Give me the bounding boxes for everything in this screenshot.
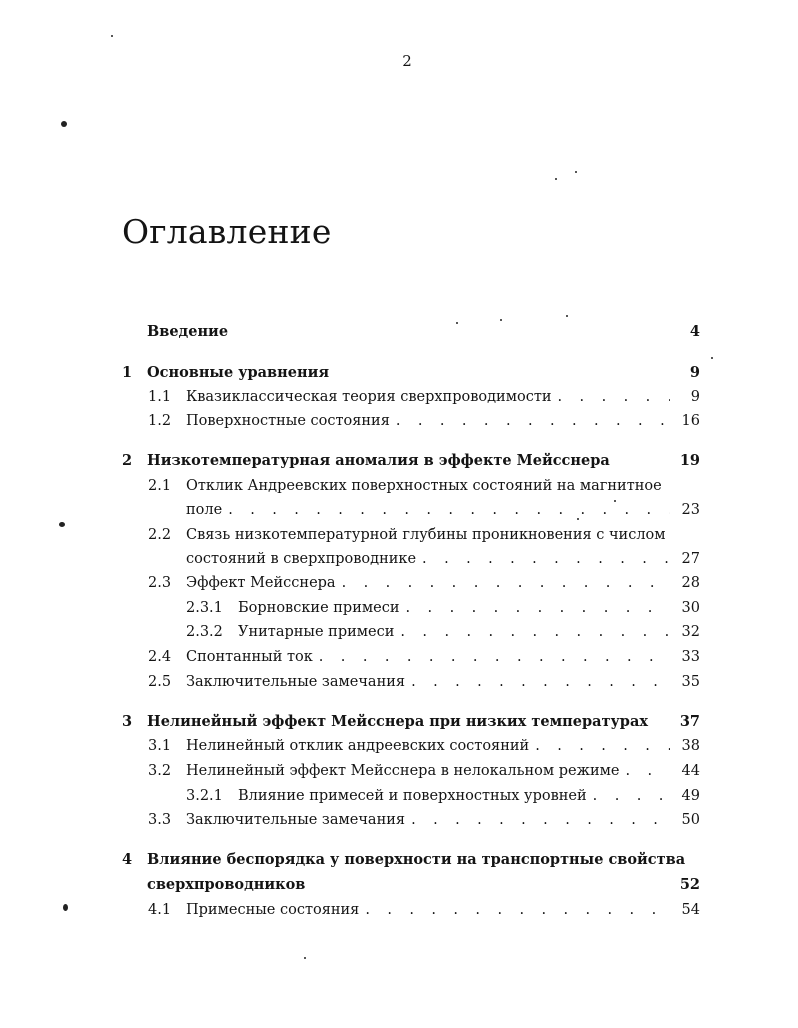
toc-entry-title: Спонтанный ток — [186, 649, 313, 665]
toc-page-number: 54 — [681, 902, 700, 918]
toc-entry-title: Нелинейный эффект Мейсснера в нелокальном режиме — [186, 763, 620, 779]
toc-leader-dots — [535, 736, 670, 756]
toc-section-number: 1.2 — [148, 413, 172, 429]
toc-section-number: 1.1 — [148, 389, 172, 405]
toc-page-number: 38 — [681, 738, 700, 754]
toc-leader-dots — [625, 761, 670, 781]
toc-entry-title: Квазиклассическая теория сверхпроводимости — [186, 389, 552, 405]
toc-section-2-1[interactable] — [148, 476, 700, 520]
toc-entry-title-line2: сверхпроводников — [147, 876, 306, 893]
toc-entry-title: Нелинейный отклик андреевских состояний — [186, 738, 530, 754]
toc-page-number: 44 — [681, 763, 700, 779]
toc-leader-dots — [411, 810, 670, 830]
toc-page-number: 50 — [681, 812, 700, 828]
toc-section-number: 3.2 — [148, 763, 172, 779]
toc-entry-title: Нелинейный эффект Мейсснера при низких температурах — [147, 713, 648, 730]
toc-page-number: 52 — [679, 876, 700, 893]
toc-entry-title: Заключительные замечания — [186, 674, 406, 690]
toc-entry-title: Примесные состояния — [186, 902, 360, 918]
toc-subsection-number: 2.3.2 — [186, 624, 223, 640]
toc-page-number: 37 — [679, 713, 700, 730]
scan-speck — [614, 500, 616, 502]
toc-entry-title-line1: Отклик Андреевских поверхностных состояний на магнитное — [186, 478, 662, 494]
toc-entry-title: Введение — [147, 323, 229, 340]
toc-page-number: 30 — [681, 600, 700, 616]
scan-speck — [575, 171, 577, 173]
toc-page-number: 4 — [689, 323, 700, 340]
toc-entry-title: Борновские примеси — [238, 600, 400, 616]
toc-entry-title: Эффект Мейсснера — [186, 575, 336, 591]
scan-speck — [59, 522, 65, 527]
toc-entry-title-line1: Связь низкотемпературной глубины проникновения с числом — [186, 527, 666, 543]
scan-speck — [577, 518, 579, 520]
scan-speck — [63, 904, 68, 911]
toc-subsection-number: 3.2.1 — [186, 788, 223, 804]
toc-page-number: 9 — [690, 389, 700, 405]
toc-leader-dots — [593, 786, 670, 806]
toc-section-number: 2.2 — [148, 527, 172, 543]
toc-section-number: 3.3 — [148, 812, 172, 828]
toc-section-number: 2.4 — [148, 649, 172, 665]
toc-page-number: 35 — [681, 674, 700, 690]
scan-speck — [500, 319, 502, 321]
scan-speck — [566, 315, 568, 317]
toc-leader-dots — [228, 500, 670, 520]
page-number: 2 — [402, 52, 412, 70]
toc-entry-title-line2: поле — [186, 502, 223, 518]
toc-leader-dots — [558, 387, 670, 407]
toc-subsection-number: 2.3.1 — [186, 600, 223, 616]
page-title: Оглавление — [122, 212, 332, 251]
toc-leader-dots — [319, 647, 670, 667]
toc-section-2-2[interactable] — [148, 525, 700, 569]
scan-speck — [111, 35, 113, 37]
toc-entry-title-line1: Влияние беспорядка у поверхности на транспортные свойства — [147, 851, 686, 868]
toc-section-number: 2.3 — [148, 575, 172, 591]
toc-entry-title: Заключительные замечания — [186, 812, 406, 828]
scan-speck — [711, 357, 713, 359]
toc-entry-title: Унитарные примеси — [238, 624, 395, 640]
toc-leader-dots — [342, 573, 670, 593]
toc-leader-dots — [400, 622, 670, 642]
toc-leader-dots — [396, 411, 670, 431]
toc-leader-dots — [422, 549, 670, 569]
toc-entry-title: Основные уравнения — [147, 364, 330, 381]
toc-entry-title-line2: состояний в сверхпроводнике — [186, 551, 417, 567]
toc-entry-title: Влияние примесей и поверхностных уровней — [238, 788, 587, 804]
toc-chapter-number: 2 — [122, 452, 133, 469]
toc-chapter-number: 3 — [122, 713, 133, 730]
toc-entry-title: Низкотемпературная аномалия в эффекте Мейсснера — [147, 452, 610, 469]
toc-leader-dots — [406, 598, 670, 618]
toc-page-number: 28 — [681, 575, 700, 591]
toc-leader-dots — [411, 672, 670, 692]
toc-section-number: 2.1 — [148, 478, 172, 494]
toc-leader-dots — [365, 900, 670, 920]
scan-speck — [456, 322, 458, 324]
scan-speck — [61, 121, 67, 127]
toc-page-number: 16 — [681, 413, 700, 429]
toc-page-number: 9 — [689, 364, 700, 381]
toc-entry-title: Поверхностные состояния — [186, 413, 390, 429]
toc-page-number: 19 — [679, 452, 700, 469]
toc-page-number: 49 — [681, 788, 700, 804]
toc-chapter-number: 1 — [122, 364, 133, 381]
toc-section-number: 2.5 — [148, 674, 172, 690]
toc-page-number: 33 — [681, 649, 700, 665]
toc-page-number: 27 — [681, 551, 700, 567]
toc-page-number: 32 — [681, 624, 700, 640]
toc-section-number: 3.1 — [148, 738, 172, 754]
scan-speck — [555, 178, 557, 180]
toc-section-number: 4.1 — [148, 902, 172, 918]
scan-speck — [304, 957, 306, 959]
toc-chapter-number: 4 — [122, 851, 133, 868]
toc-chapter-4[interactable] — [122, 850, 700, 894]
toc-page-number: 23 — [681, 502, 700, 518]
